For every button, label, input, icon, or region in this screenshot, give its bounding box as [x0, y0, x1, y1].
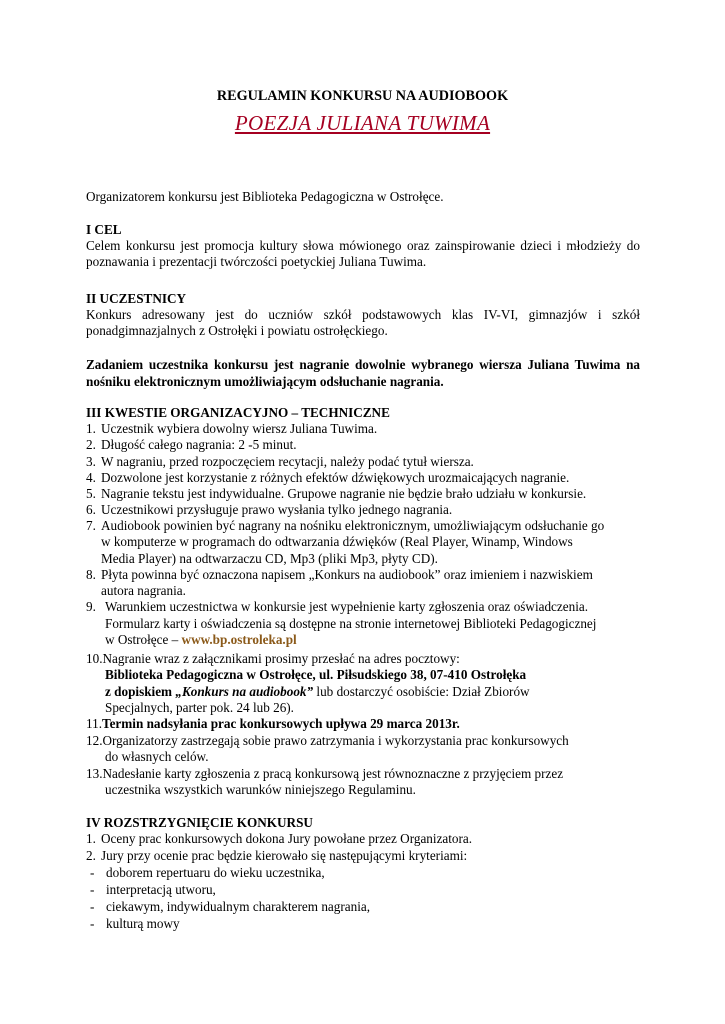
list-item-continuation — [105, 684, 530, 700]
list-item-continuation: autora nagrania. — [101, 583, 186, 598]
list-item-continuation: Media Player) na odtwarzaczu CD, Mp3 (pliki Mp3, płyty CD). — [101, 551, 438, 566]
list-item-continuation: w komputerze w programach do odtwarzania dźwięków (Real Player, Winamp, Windows — [101, 534, 573, 549]
list-item — [86, 831, 472, 847]
list-item-continuation: Formularz karty i oświadczenia są dostępne na stronie internetowej Biblioteki Pedagogicznej — [105, 616, 597, 631]
criteria-text: kulturą mowy — [106, 916, 180, 931]
list-item — [86, 470, 569, 486]
list-number: 13. — [86, 766, 103, 781]
list-item — [86, 421, 377, 437]
list-item — [86, 518, 604, 534]
list-number: 1. — [86, 421, 96, 436]
list-number: 7. — [86, 518, 96, 533]
list-item — [86, 716, 460, 732]
list-item — [86, 437, 297, 453]
section-heading-uczestnicy: II UCZESTNICY — [86, 291, 187, 306]
list-item-continuation: Specjalnych, parter pok. 24 lub 26). — [105, 700, 294, 715]
section-heading-kwestie: III KWESTIE ORGANIZACYJNO – TECHNICZNE — [86, 405, 390, 420]
list-item-text: Płyta powinna być oznaczona napisem „Konkurs na audiobook” oraz imieniem i nazwiskiem — [101, 567, 593, 582]
section-heading-rozstrzygniecie: IV ROZSTRZYGNIĘCIE KONKURSU — [86, 815, 313, 830]
list-item — [86, 766, 563, 782]
list-item-text: Nagranie wraz z załącznikami prosimy przesłać na adres pocztowy: — [102, 651, 460, 666]
list-item-continuation — [105, 632, 297, 648]
dash-marker: - — [90, 899, 95, 914]
list-item — [86, 733, 569, 749]
list-item-text: Jury przy ocenie prac będzie kierowało się następującymi kryteriami: — [101, 848, 468, 863]
document-title: REGULAMIN KONKURSU NA AUDIOBOOK — [216, 88, 509, 104]
criteria-item — [90, 882, 216, 898]
list-item-text: W nagraniu, przed rozpoczęciem recytacji, należy podać tytuł wiersza. — [101, 454, 474, 469]
criteria-text: interpretacją utworu, — [106, 882, 216, 897]
list-item-text: Długość całego nagrania: 2 -5 minut. — [101, 437, 297, 452]
list-item — [86, 567, 593, 583]
postal-address: Biblioteka Pedagogiczna w Ostrołęce, ul. Piłsudskiego 38, 07-410 Ostrołęka — [105, 667, 527, 682]
list-number: 10. — [86, 651, 103, 666]
dash-marker: - — [90, 882, 95, 897]
document-subtitle: POEZJA JULIANA TUWIMA — [234, 111, 491, 135]
task-statement: Zadaniem uczestnika konkursu jest nagranie dowolnie wybranego wiersza Juliana Tuwima na nośniku elektronicznym umożliwiającym odsłuchanie nagrania. — [86, 357, 640, 389]
list-number: 12. — [86, 733, 103, 748]
section-heading-cel: I CEL — [86, 222, 122, 237]
list-number: 5. — [86, 486, 96, 501]
list-item — [86, 486, 586, 502]
criteria-text: doborem repertuaru do wieku uczestnika, — [106, 865, 325, 880]
list-item-text: lub dostarczyć osobiście: Dział Zbiorów — [313, 684, 530, 699]
list-item — [86, 454, 474, 470]
list-item-text: Nadesłanie karty zgłoszenia z pracą konkursową jest równoznaczne z przyjęciem przez — [102, 766, 564, 781]
dash-marker: - — [90, 865, 95, 880]
list-item-text: Uczestnik wybiera dowolny wiersz Juliana Tuwima. — [101, 421, 378, 436]
criteria-text: ciekawym, indywidualnym charakterem nagrania, — [106, 899, 371, 914]
criteria-item — [90, 899, 370, 915]
list-number: 2. — [86, 848, 96, 863]
list-item-text: Uczestnikowi przysługuje prawo wysłania tylko jednego nagrania. — [101, 502, 453, 517]
list-number: 6. — [86, 502, 96, 517]
list-number: 4. — [86, 470, 96, 485]
intro-text: Organizatorem konkursu jest Biblioteka Pedagogiczna w Ostrołęce. — [86, 189, 444, 204]
list-item — [86, 599, 588, 615]
list-number: 3. — [86, 454, 96, 469]
list-number: 11. — [86, 716, 102, 731]
list-number: 8. — [86, 567, 96, 582]
list-item-text: z dopiskiem — [105, 684, 176, 699]
list-item — [86, 502, 452, 518]
list-item-continuation: do własnych celów. — [105, 749, 209, 764]
list-item-text: Dozwolone jest korzystanie z różnych efektów dźwiękowych urozmaicających nagranie. — [101, 470, 570, 485]
section-text-uczestnicy: Konkurs adresowany jest do uczniów szkół podstawowych klas IV-VI, gimnazjów i szkół ponadgimnazjalnych z Ostrołęki i powiatu ostrołęckiego. — [86, 307, 640, 339]
list-number: 1. — [86, 831, 96, 846]
dash-marker: - — [90, 916, 95, 931]
deadline-text: Termin nadsyłania prac konkursowych upływa 29 marca 2013r. — [102, 716, 460, 731]
list-number: 2. — [86, 437, 96, 452]
list-item-text: Organizatorzy zastrzegają sobie prawo zatrzymania i wykorzystania prac konkursowych — [102, 733, 569, 748]
list-item — [86, 651, 460, 667]
list-item-text: Audiobook powinien być nagrany na nośniku elektronicznym, umożliwiającym odsłuchanie go — [101, 518, 605, 533]
list-item — [86, 848, 467, 864]
list-item-text: Nagranie tekstu jest indywidualne. Grupowe nagranie nie będzie brało udziału w konkursie. — [101, 486, 587, 501]
criteria-item — [90, 916, 180, 932]
list-item-text: Warunkiem uczestnictwa w konkursie jest wypełnienie karty zgłoszenia oraz oświadczenia. — [105, 599, 589, 614]
list-item-text: w Ostrołęce – — [105, 632, 182, 647]
list-item-continuation: uczestnika wszystkich warunków niniejszego Regulaminu. — [105, 782, 416, 797]
criteria-item — [90, 865, 325, 881]
section-text-cel: Celem konkursu jest promocja kultury słowa mówionego oraz zainspirowanie dzieci i młodzieży do poznawania i prezentacji twórczości poetyckiej Juliana Tuwima. — [86, 238, 640, 270]
list-item-text: Oceny prac konkursowych dokona Jury powołane przez Organizatora. — [101, 831, 473, 846]
list-number: 9. — [86, 599, 96, 614]
envelope-note: „Konkurs na audiobook” — [175, 684, 314, 699]
website-link[interactable]: www.bp.ostroleka.pl — [181, 632, 297, 647]
